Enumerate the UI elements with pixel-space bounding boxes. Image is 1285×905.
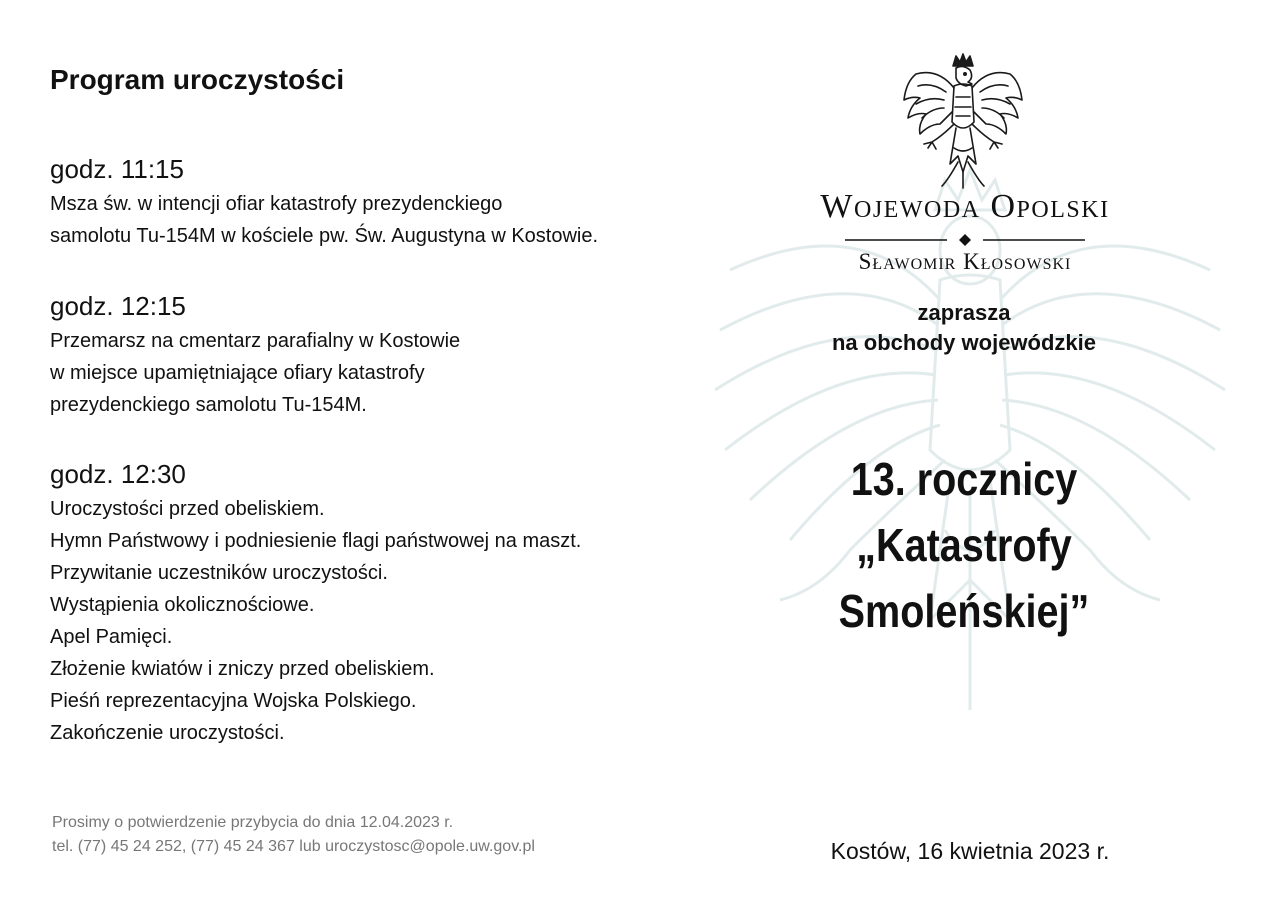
place-and-date: Kostów, 16 kwietnia 2023 r. bbox=[830, 838, 1110, 864]
office-name: Wojewoda Opolski bbox=[820, 188, 1110, 225]
section-time: godz. 12:30 bbox=[50, 459, 186, 489]
section-line: Msza św. w intencji ofiar katastrofy prezydenckiego bbox=[50, 193, 503, 215]
section-line: Złożenie kwiatów i zniczy przed obeliskiem. bbox=[50, 658, 435, 680]
headline-line-2: „Katastrofy Smoleńskiej” bbox=[838, 519, 1090, 637]
section-line: samolotu Tu-154M w kościele pw. Św. Augustyna w Kostowie. bbox=[50, 225, 599, 247]
section-line: Przywitanie uczestników uroczystości. bbox=[50, 562, 388, 584]
section-line: Hymn Państwowy i podniesienie flagi państwowej na maszt. bbox=[50, 530, 582, 552]
section-time: godz. 12:15 bbox=[50, 291, 186, 321]
ornamental-divider bbox=[845, 232, 1085, 248]
section-line: Wystąpienia okolicznościowe. bbox=[50, 594, 315, 616]
invitation-text bbox=[690, 298, 1238, 358]
headline-line-1: 13. rocznicy bbox=[850, 453, 1078, 505]
program-title: Program uroczystości bbox=[50, 64, 345, 95]
section-time: godz. 11:15 bbox=[50, 154, 184, 184]
rsvp-deadline: Prosimy o potwierdzenie przybycia do dnia 12.04.2023 r. bbox=[52, 814, 454, 831]
section-line: prezydenckiego samolotu Tu-154M. bbox=[50, 394, 367, 416]
invite-line-2: na obchody wojewódzkie bbox=[831, 330, 1097, 355]
section-line: Apel Pamięci. bbox=[50, 626, 173, 648]
program-section-2 bbox=[50, 289, 460, 421]
program-section-3 bbox=[50, 457, 581, 749]
rsvp-footer bbox=[52, 811, 535, 859]
program-section-1 bbox=[50, 152, 598, 252]
voivode-name: Sławomir Kłosowski bbox=[858, 249, 1072, 274]
section-line: Uroczystości przed obeliskiem. bbox=[50, 498, 325, 520]
anniversary-headline bbox=[728, 446, 1199, 644]
invitation-page bbox=[690, 0, 1285, 905]
white-eagle-emblem-icon bbox=[898, 52, 1028, 190]
section-line: Zakończenie uroczystości. bbox=[50, 722, 285, 744]
section-line: Przemarsz na cmentarz parafialny w Kostowie bbox=[50, 330, 461, 352]
rsvp-contact: tel. (77) 45 24 252, (77) 45 24 367 lub uroczystosc@opole.uw.gov.pl bbox=[52, 838, 535, 855]
invite-line-1: zaprasza bbox=[917, 300, 1011, 325]
section-line: Pieśń reprezentacyjna Wojska Polskiego. bbox=[50, 690, 417, 712]
section-line: w miejsce upamiętniające ofiary katastrofy bbox=[50, 362, 425, 384]
